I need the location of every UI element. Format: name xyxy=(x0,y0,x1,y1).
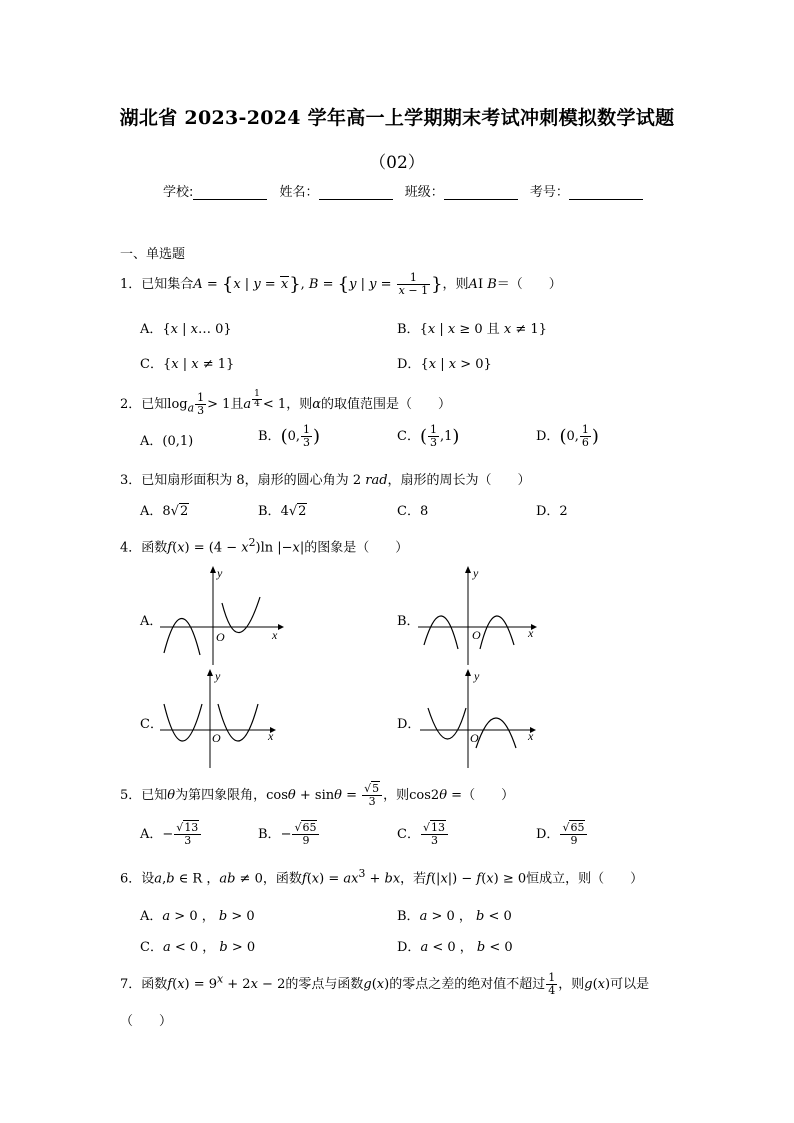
x-axis-label: x xyxy=(272,628,278,642)
student-info-line xyxy=(163,181,651,200)
section-heading: 一、单选题 xyxy=(120,247,186,262)
y-axis-label: y xyxy=(215,669,221,683)
question-stem-end: ，扇形的周长为（ ） xyxy=(387,473,531,488)
question-stem-part: 为第四象限角， xyxy=(175,788,267,803)
question-7: 7．函数$f(x) = 9^x + 2x - 2$的零点与函数g(x)的零点之差的绝对值不超过 $\frac{1}{4}$ ，则g(x)可以是 xyxy=(120,971,650,997)
question-stem-part: 且 xyxy=(230,396,244,412)
question-stem-part: ，则 xyxy=(558,977,585,992)
option-label: C． xyxy=(397,429,420,444)
option-label: A． xyxy=(140,504,163,519)
class-label: 班级： xyxy=(404,185,444,200)
option-a[interactable]: A．8√2 xyxy=(140,504,189,519)
question-2: 2．已知$\log_a$ $\frac{1}{3}$ > 1且a $^{\frac{1}{4}}$ < 1，则α的取值范围是（ ） xyxy=(120,389,451,417)
option-b[interactable]: B．(0, $\frac{1}{3}$ ) xyxy=(258,423,321,449)
option-b[interactable]: B．− $\frac{√65}{9}$ xyxy=(258,822,320,847)
question-3 xyxy=(120,469,531,488)
option-label: A． xyxy=(140,434,163,449)
option-c[interactable]: C．8 xyxy=(397,504,429,519)
origin-label: O xyxy=(212,731,221,745)
question-stem-part: ，若 xyxy=(400,871,427,887)
option-label: A． xyxy=(140,827,163,842)
question-stem-end: （ ） xyxy=(462,788,515,803)
option-b[interactable]: B．{x | x ≥ 0 且 x ≠ 1} xyxy=(397,322,547,337)
option-label: D． xyxy=(397,357,421,372)
option-c[interactable]: C．a < 0 ， b > 0 xyxy=(140,940,256,955)
y-axis-label: y xyxy=(217,566,223,580)
name-field[interactable] xyxy=(319,185,393,200)
exam-no-field[interactable] xyxy=(569,185,643,200)
question-number: 1． xyxy=(120,277,142,292)
x-axis-label: x xyxy=(268,729,274,743)
option-label: B． xyxy=(258,504,281,519)
question-stem-part: 的零点之差的绝对值不超过 xyxy=(389,977,546,992)
option-d[interactable]: D． $\frac{√65}{9}$ xyxy=(536,822,588,847)
name-label: 姓名： xyxy=(279,185,319,200)
question-stem-part: 的零点与函数 xyxy=(285,977,364,992)
graph-a xyxy=(160,565,285,669)
question-7-paren: （ ） xyxy=(120,1014,173,1029)
question-5: 5．已知θ为第四象限角，cosθ + sinθ = $\frac{√5}{3}$ ，则cos2θ =（ ） xyxy=(120,782,515,808)
question-stem: 函数 xyxy=(141,977,168,992)
option-label: B． xyxy=(258,827,281,842)
page-title: 湖北省 2023-2024 学年高一上学期期末考试冲刺模拟数学试题 xyxy=(119,107,675,129)
question-stem-end: 恒成立，则（ ） xyxy=(526,871,644,887)
option-label: D． xyxy=(536,429,560,444)
option-a[interactable]: A．− $\frac{√13}{3}$ xyxy=(140,822,202,847)
x-axis-label: x xyxy=(528,729,534,743)
option-b[interactable]: B．4√2 xyxy=(258,504,307,519)
origin-label: O xyxy=(472,628,481,642)
question-stem: 已知 xyxy=(141,788,168,803)
question-stem: 设 xyxy=(141,871,155,887)
option-label: B． xyxy=(397,322,420,337)
question-number: 5． xyxy=(120,788,142,803)
question-stem: 已知扇形面积为 8，扇形的圆心角为 2 xyxy=(141,473,362,488)
question-6: 6．设a,b ∈ R ，ab ≠ 0，函数$f(x) = ax^3$ + bx，若f(|x|) − f(x) ≥ 0恒成立，则（ ） xyxy=(120,867,644,887)
question-stem: 已知集合 xyxy=(141,277,194,292)
question-number: 3． xyxy=(120,473,142,488)
question-number: 7． xyxy=(120,977,142,992)
option-c[interactable]: C． xyxy=(140,717,163,732)
option-label: C． xyxy=(140,357,163,372)
option-label: D． xyxy=(536,827,560,842)
question-1: 1．已知集合A = {x | y = x}, B = {y | y = $\frac{1}{x - 1}$ }，则AⅠ B＝（ ） xyxy=(120,271,562,297)
option-d[interactable]: D． xyxy=(397,717,421,732)
option-label: A． xyxy=(140,909,163,924)
option-b[interactable]: B． xyxy=(397,614,420,629)
question-stem: 已知 xyxy=(141,396,168,412)
option-c[interactable]: C． $\frac{√13}{3}$ xyxy=(397,822,449,847)
option-d[interactable]: D．{x | x > 0} xyxy=(397,357,492,372)
question-stem-end: 可以是 xyxy=(610,977,650,992)
school-label: 学校: xyxy=(163,185,194,200)
graph-d xyxy=(420,668,545,772)
origin-label: O xyxy=(470,731,479,745)
school-field[interactable] xyxy=(193,185,267,200)
option-a[interactable]: A． xyxy=(140,614,163,629)
graph-c xyxy=(160,668,285,772)
question-number: 2． xyxy=(120,396,142,412)
option-label: A． xyxy=(140,322,163,337)
unit-rad: rad xyxy=(365,473,388,488)
question-stem-part: ，则 xyxy=(286,396,313,412)
option-d[interactable]: D．a < 0 ， b < 0 xyxy=(397,940,513,955)
option-c[interactable]: C．( $\frac{1}{3}$ ,1) xyxy=(397,423,460,449)
question-stem-part: ，函数 xyxy=(262,871,302,887)
option-label: B． xyxy=(258,429,281,444)
option-d[interactable]: D．2 xyxy=(536,504,568,519)
option-c[interactable]: C．{x | x ≠ 1} xyxy=(140,357,235,372)
question-number: 6． xyxy=(120,871,142,887)
class-field[interactable] xyxy=(444,185,518,200)
question-stem-end: ＝（ ） xyxy=(496,277,562,292)
question-stem-part: ，则 xyxy=(442,277,469,292)
option-label: D． xyxy=(397,940,421,955)
question-stem-end: 的图象是（ ） xyxy=(304,540,409,556)
option-label: C． xyxy=(397,827,420,842)
x-axis-label: x xyxy=(528,626,534,640)
question-stem: 函数 xyxy=(141,540,168,556)
question-stem-part: ，则 xyxy=(383,788,410,803)
question-number: 4． xyxy=(120,540,142,556)
y-axis-label: y xyxy=(473,566,479,580)
option-label: C． xyxy=(140,940,163,955)
option-b[interactable]: B．a > 0 ， b < 0 xyxy=(397,909,512,924)
option-a[interactable]: A．{x | x… 0} xyxy=(140,322,232,337)
option-a[interactable]: A．(0,1) xyxy=(140,434,194,449)
option-d[interactable]: D．(0, $\frac{1}{6}$ ) xyxy=(536,423,599,449)
graph-b xyxy=(418,565,543,669)
page-subtitle: （02） xyxy=(369,153,425,173)
origin-label: O xyxy=(216,630,225,644)
option-label: B． xyxy=(397,909,420,924)
option-a[interactable]: A．a > 0 ， b > 0 xyxy=(140,909,255,924)
question-stem-end: 的取值范围是（ ） xyxy=(320,396,451,412)
y-axis-label: y xyxy=(474,669,480,683)
question-4: 4．函数$f(x) = (4 - x^2)\ln$ |−x|的图象是（ ） xyxy=(120,536,409,556)
exam-no-label: 考号： xyxy=(529,185,569,200)
